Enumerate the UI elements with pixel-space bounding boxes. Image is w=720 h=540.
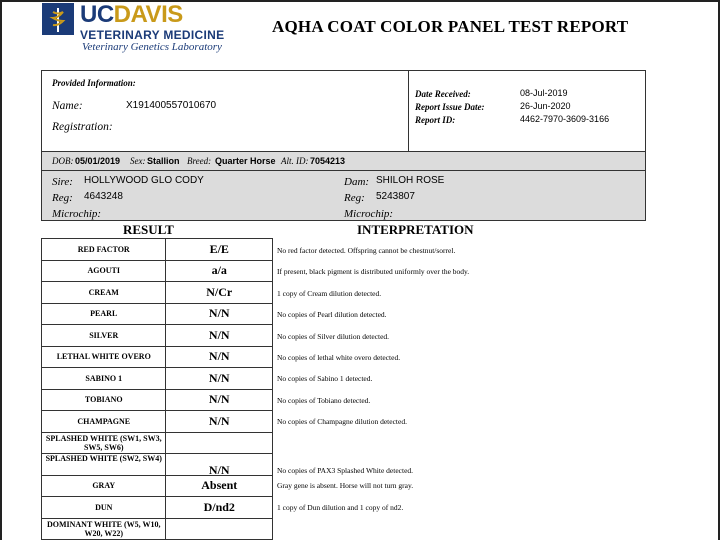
dam-reg-label: Reg: [344, 192, 365, 204]
interpretation-text: No red factor detected. Offspring cannot be chestnut/sorrel. [277, 246, 456, 255]
interpretation-text: No copies of PAX3 Splashed White detected. [277, 466, 414, 475]
issue-label: Report Issue Date: [415, 102, 485, 112]
report-title: AQHA COAT COLOR PANEL TEST REPORT [272, 17, 629, 36]
altid-value: 7054213 [310, 156, 346, 166]
interpretation-text: 1 copy of Cream dilution detected. [277, 288, 382, 298]
results-table [41, 238, 273, 540]
report-id-value: 4462-7970-3609-3166 [520, 114, 610, 124]
genotype-result: Absent [166, 475, 273, 497]
result-row [42, 239, 273, 261]
sex-value: Stallion [147, 156, 180, 166]
interpretation-text: No copies of Tobiano detected. [277, 395, 371, 405]
genotype-result: N/Cr [166, 282, 273, 304]
sire-value: HOLLYWOOD GLO CODY [84, 175, 204, 186]
gene-name: CHAMPAGNE [42, 411, 166, 433]
interpretation-text: No copies of Sabino 1 detected. [277, 374, 373, 384]
logo-lab: Veterinary Genetics Laboratory [82, 41, 222, 53]
genotype-result: N/N [166, 454, 273, 476]
genotype-result: D/nd2 [166, 497, 273, 519]
logo-uc: UC [80, 1, 114, 28]
gene-name: DOMINANT WHITE (W5, W10, W20, W22) [42, 518, 166, 540]
interpretation-text: No copies of Silver dilution detected. [277, 331, 390, 341]
dob-value: 05/01/2019 [75, 156, 121, 166]
sex-label: Sex: [130, 156, 146, 166]
name-label: Name: [52, 100, 83, 112]
gene-name: SPLASHED WHITE (SW2, SW4) [42, 454, 166, 476]
gene-name: AGOUTI [42, 260, 166, 282]
gene-name: DUN [42, 497, 166, 519]
dam-reg-value: 5243807 [376, 191, 415, 202]
genotype-result: N/N [166, 368, 273, 390]
gene-name: SPLASHED WHITE (SW1, SW3, SW5, SW6) [42, 432, 166, 454]
seal-icon [42, 3, 74, 35]
result-row [42, 325, 273, 347]
sire-label: Sire: [52, 176, 73, 188]
sire-reg-value: 4643248 [84, 191, 123, 202]
page-border-left [0, 0, 2, 540]
gene-name: PEARL [42, 303, 166, 325]
info-box [41, 70, 646, 221]
result-heading: RESULT [123, 222, 174, 237]
altid-label: Alt. ID: [281, 156, 309, 166]
sire-chip-label: Microchip: [52, 208, 102, 220]
result-row [42, 475, 273, 497]
result-row [42, 497, 273, 519]
provided-information [42, 71, 409, 151]
horse-details-row [42, 151, 645, 171]
genotype-result: N/N [166, 411, 273, 433]
interpretation-text: No copies of lethal white overo detected. [277, 353, 401, 362]
provided-heading: Provided Information: [52, 78, 136, 88]
sire-reg-label: Reg: [52, 192, 73, 204]
received-label: Date Received: [415, 89, 471, 99]
gene-name: LETHAL WHITE OVERO [42, 346, 166, 368]
gene-name: TOBIANO [42, 389, 166, 411]
interpretation-heading: INTERPRETATION [357, 222, 474, 237]
gene-name: SABINO 1 [42, 368, 166, 390]
issue-value: 26-Jun-2020 [520, 101, 571, 111]
result-row [42, 518, 273, 540]
logo-school: VETERINARY MEDICINE [80, 28, 225, 42]
genotype-result: N/N [166, 389, 273, 411]
result-row [42, 411, 273, 433]
breed-value: Quarter Horse [215, 156, 276, 166]
gene-name: CREAM [42, 282, 166, 304]
parents-section [42, 171, 645, 220]
interpretation-text: 1 copy of Dun dilution and 1 copy of nd2. [277, 502, 404, 512]
name-value: X191400557010670 [126, 100, 217, 111]
logo-davis: DAVIS [113, 1, 183, 28]
report-id-label: Report ID: [415, 115, 456, 125]
dob-label: DOB: [52, 156, 74, 166]
dam-chip-label: Microchip: [344, 208, 394, 220]
registration-label: Registration: [52, 121, 113, 133]
genotype-result: N/N [166, 346, 273, 368]
genotype-result: N/N [166, 325, 273, 347]
genotype-result [166, 518, 273, 540]
interpretation-text: No copies of Pearl dilution detected. [277, 310, 387, 320]
interpretation-text: If present, black pigment is distributed uniformly over the body. [277, 267, 470, 277]
gene-name: SILVER [42, 325, 166, 347]
result-row [42, 389, 273, 411]
result-row [42, 303, 273, 325]
genotype-result: N/N [166, 303, 273, 325]
ucdavis-logo [42, 3, 242, 53]
dam-value: SHILOH ROSE [376, 175, 445, 186]
genotype-result: E/E [166, 239, 273, 261]
result-row [42, 346, 273, 368]
result-row [42, 432, 273, 454]
interpretation-text: No copies of Champagne dilution detected. [277, 417, 407, 427]
gene-name: GRAY [42, 475, 166, 497]
result-row [42, 368, 273, 390]
gene-name: RED FACTOR [42, 239, 166, 261]
report-dates [409, 71, 645, 151]
result-row [42, 260, 273, 282]
result-row [42, 454, 273, 476]
genotype-result [166, 432, 273, 454]
breed-label: Breed: [187, 156, 212, 166]
received-value: 08-Jul-2019 [520, 88, 568, 98]
dam-label: Dam: [344, 176, 370, 188]
genotype-result: a/a [166, 260, 273, 282]
result-row [42, 282, 273, 304]
interpretation-text: Gray gene is absent. Horse will not turn gray. [277, 481, 414, 491]
